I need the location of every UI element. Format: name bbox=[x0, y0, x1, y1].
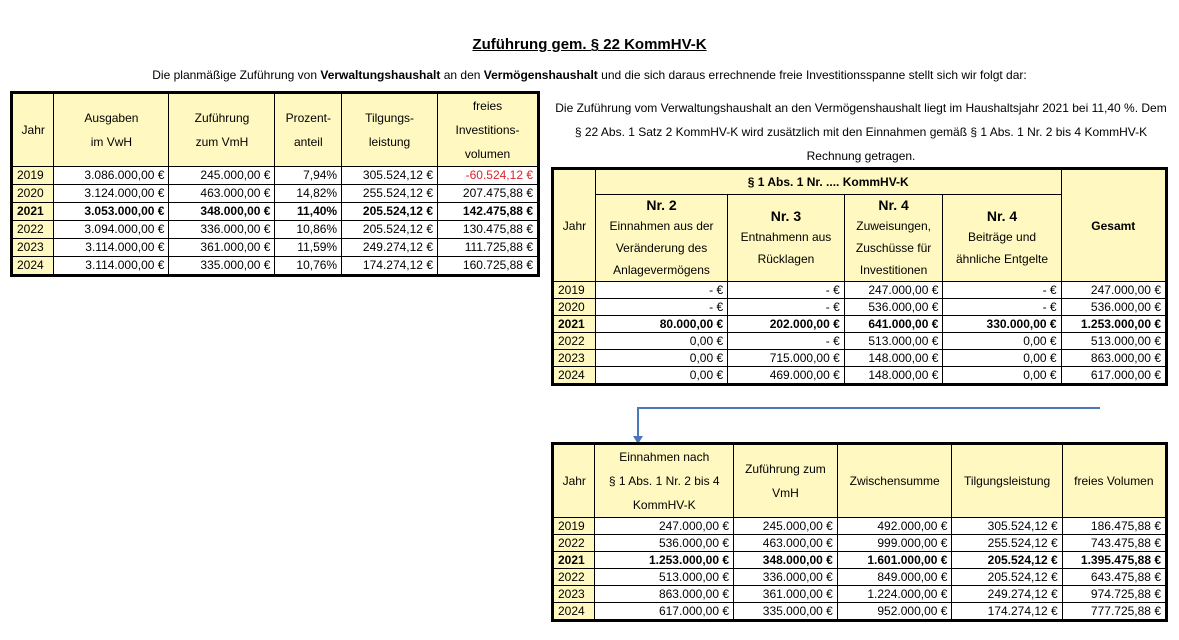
column-header: Jahr bbox=[12, 93, 54, 167]
table-row bbox=[12, 221, 539, 239]
year-cell: 2020 bbox=[553, 299, 596, 316]
value-cell: 11,59% bbox=[275, 239, 342, 257]
zufuehrung-table bbox=[10, 91, 540, 277]
value-cell: 0,00 € bbox=[943, 333, 1061, 350]
year-cell: 2020 bbox=[12, 185, 54, 203]
value-cell: 205.524,12 € bbox=[342, 203, 438, 221]
year-cell: 2023 bbox=[553, 350, 596, 367]
table-row bbox=[553, 333, 1167, 350]
table-row bbox=[553, 569, 1167, 586]
year-cell: 2024 bbox=[12, 257, 54, 276]
value-cell: 536.000,00 € bbox=[595, 535, 734, 552]
value-cell: 536.000,00 € bbox=[1061, 299, 1166, 316]
value-cell: - € bbox=[728, 282, 845, 299]
freies-volumen-table bbox=[551, 442, 1168, 622]
value-cell: 715.000,00 € bbox=[728, 350, 845, 367]
column-header: Zwischensumme bbox=[837, 444, 952, 518]
value-cell: 3.114.000,00 € bbox=[54, 257, 169, 276]
value-cell: 336.000,00 € bbox=[169, 221, 275, 239]
column-header: Zuführung zum VmH bbox=[169, 93, 275, 167]
value-cell: - € bbox=[728, 299, 845, 316]
value-cell: 513.000,00 € bbox=[595, 569, 734, 586]
value-cell: 513.000,00 € bbox=[844, 333, 943, 350]
table-row bbox=[12, 257, 539, 276]
value-cell: 1.253.000,00 € bbox=[1061, 316, 1166, 333]
value-cell: 777.725,88 € bbox=[1062, 603, 1166, 621]
table-row bbox=[553, 552, 1167, 569]
column-description: Entnahmenn aus Rücklagen bbox=[740, 230, 832, 266]
year-cell: 2019 bbox=[553, 282, 596, 299]
year-cell: 2019 bbox=[12, 167, 54, 185]
column-header: Jahr bbox=[553, 444, 595, 518]
column-description: Beiträge und ähnliche Entgelte bbox=[955, 230, 1049, 266]
value-cell: 247.000,00 € bbox=[595, 518, 734, 535]
value-cell: 1.253.000,00 € bbox=[595, 552, 734, 569]
value-cell: 617.000,00 € bbox=[595, 603, 734, 621]
year-cell: 2024 bbox=[553, 603, 595, 621]
table-row bbox=[12, 239, 539, 257]
value-cell: 174.274,12 € bbox=[342, 257, 438, 276]
table-row bbox=[12, 167, 539, 185]
value-cell: 142.475,88 € bbox=[438, 203, 539, 221]
column-number: Nr. 4 bbox=[986, 208, 1018, 224]
value-cell: 10,86% bbox=[275, 221, 342, 239]
year-cell: 2023 bbox=[12, 239, 54, 257]
value-cell: 335.000,00 € bbox=[734, 603, 838, 621]
year-cell: 2019 bbox=[553, 518, 595, 535]
value-cell: 348.000,00 € bbox=[169, 203, 275, 221]
column-header: Tilgungs- leistung bbox=[342, 93, 438, 167]
year-cell: 2023 bbox=[553, 586, 595, 603]
value-cell: 255.524,12 € bbox=[952, 535, 1062, 552]
column-number: Nr. 3 bbox=[770, 208, 802, 224]
value-cell: 205.524,12 € bbox=[952, 552, 1062, 569]
value-cell: 513.000,00 € bbox=[1061, 333, 1166, 350]
value-cell: 336.000,00 € bbox=[734, 569, 838, 586]
value-cell: 0,00 € bbox=[595, 367, 727, 385]
table-row bbox=[553, 518, 1167, 535]
value-cell: 952.000,00 € bbox=[837, 603, 952, 621]
value-cell: 643.475,88 € bbox=[1062, 569, 1166, 586]
value-cell: 14,82% bbox=[275, 185, 342, 203]
value-cell: 863.000,00 € bbox=[1061, 350, 1166, 367]
value-cell: 7,94% bbox=[275, 167, 342, 185]
value-cell: 348.000,00 € bbox=[734, 552, 838, 569]
column-header: freies Investitions- volumen bbox=[438, 93, 539, 167]
value-cell: 130.475,88 € bbox=[438, 221, 539, 239]
value-cell: 0,00 € bbox=[943, 367, 1061, 385]
value-cell: 743.475,88 € bbox=[1062, 535, 1166, 552]
value-cell: 202.000,00 € bbox=[728, 316, 845, 333]
value-cell: 3.086.000,00 € bbox=[54, 167, 169, 185]
year-cell: 2021 bbox=[553, 552, 595, 569]
column-description: Zuweisungen, Zuschüsse für Investitionen bbox=[855, 219, 932, 277]
table-group-header-row bbox=[553, 169, 1167, 195]
value-cell: 305.524,12 € bbox=[342, 167, 438, 185]
year-cell: 2021 bbox=[12, 203, 54, 221]
year-cell: 2022 bbox=[553, 333, 596, 350]
value-cell: - € bbox=[943, 299, 1061, 316]
column-header: freies Volumen bbox=[1062, 444, 1166, 518]
table-row bbox=[12, 185, 539, 203]
table-row bbox=[12, 203, 539, 221]
value-cell: 3.053.000,00 € bbox=[54, 203, 169, 221]
value-cell: 999.000,00 € bbox=[837, 535, 952, 552]
value-cell: 863.000,00 € bbox=[595, 586, 734, 603]
value-cell: 0,00 € bbox=[943, 350, 1061, 367]
intro-text: Die planmäßige Zuführung von Verwaltungshaushalt an den Vermögenshaushalt und die sich daraus errechnende freie Investitionsspanne stellt sich wir folgt dar: bbox=[152, 68, 1027, 82]
table-row bbox=[553, 603, 1167, 621]
value-cell: 617.000,00 € bbox=[1061, 367, 1166, 385]
column-header: Zuführung zum VmH bbox=[734, 444, 838, 518]
value-cell: 361.000,00 € bbox=[734, 586, 838, 603]
column-header: Ausgaben im VwH bbox=[54, 93, 169, 167]
column-header bbox=[728, 195, 845, 282]
year-header: Jahr bbox=[553, 169, 596, 282]
value-cell: 492.000,00 € bbox=[837, 518, 952, 535]
value-cell: 160.725,88 € bbox=[438, 257, 539, 276]
table-row bbox=[553, 282, 1167, 299]
value-cell: 148.000,00 € bbox=[844, 350, 943, 367]
value-cell: 205.524,12 € bbox=[952, 569, 1062, 586]
value-cell: 186.475,88 € bbox=[1062, 518, 1166, 535]
value-cell: 974.725,88 € bbox=[1062, 586, 1166, 603]
value-cell: 80.000,00 € bbox=[595, 316, 727, 333]
value-cell: 245.000,00 € bbox=[734, 518, 838, 535]
value-cell: 247.000,00 € bbox=[844, 282, 943, 299]
einnahmen-table bbox=[551, 167, 1168, 386]
year-cell: 2022 bbox=[553, 569, 595, 586]
value-cell: 330.000,00 € bbox=[943, 316, 1061, 333]
column-description: Einnahmen aus der Veränderung des Anlagevermögens bbox=[609, 219, 714, 277]
column-header: Prozent- anteil bbox=[275, 93, 342, 167]
page-title: Zuführung gem. § 22 KommHV-K bbox=[472, 36, 707, 53]
value-cell: 205.524,12 € bbox=[342, 221, 438, 239]
column-header: Tilgungsleistung bbox=[952, 444, 1062, 518]
value-cell: 3.094.000,00 € bbox=[54, 221, 169, 239]
value-cell: 255.524,12 € bbox=[342, 185, 438, 203]
total-header: Gesamt bbox=[1061, 169, 1166, 282]
value-cell: 1.601.000,00 € bbox=[837, 552, 952, 569]
value-cell: 0,00 € bbox=[595, 350, 727, 367]
value-cell: 641.000,00 € bbox=[844, 316, 943, 333]
value-cell: 11,40% bbox=[275, 203, 342, 221]
value-cell: 1.395.475,88 € bbox=[1062, 552, 1166, 569]
column-header bbox=[844, 195, 943, 282]
year-cell: 2024 bbox=[553, 367, 596, 385]
value-cell: 249.274,12 € bbox=[342, 239, 438, 257]
value-cell: - € bbox=[595, 282, 727, 299]
column-header bbox=[595, 195, 727, 282]
year-cell: 2022 bbox=[12, 221, 54, 239]
value-cell: 207.475,88 € bbox=[438, 185, 539, 203]
value-cell: 3.124.000,00 € bbox=[54, 185, 169, 203]
year-cell: 2021 bbox=[553, 316, 596, 333]
value-cell: 536.000,00 € bbox=[844, 299, 943, 316]
column-header bbox=[943, 195, 1061, 282]
note-paragraph: Die Zuführung vom Verwaltungshaushalt an den Vermögenshaushalt liegt im Haushaltsjahr 2021 bei 11,40 %. Dem § 22 Abs. 1 Satz 2 KommHV-K wird zusätzlich mit den Einnahmen gemäß § 1 Abs. 1 Nr. 2 bis 4 KommHV-K Rechnung getragen. bbox=[555, 101, 1167, 163]
value-cell: 249.274,12 € bbox=[952, 586, 1062, 603]
year-cell: 2022 bbox=[553, 535, 595, 552]
column-header: Einnahmen nach § 1 Abs. 1 Nr. 2 bis 4 KommHV-K bbox=[595, 444, 734, 518]
value-cell: 245.000,00 € bbox=[169, 167, 275, 185]
value-cell: 0,00 € bbox=[595, 333, 727, 350]
value-cell: 1.224.000,00 € bbox=[837, 586, 952, 603]
column-number: Nr. 4 bbox=[878, 197, 909, 213]
value-cell: -60.524,12 € bbox=[438, 167, 539, 185]
value-cell: 10,76% bbox=[275, 257, 342, 276]
table-row bbox=[553, 586, 1167, 603]
value-cell: 463.000,00 € bbox=[734, 535, 838, 552]
value-cell: 469.000,00 € bbox=[728, 367, 845, 385]
value-cell: 335.000,00 € bbox=[169, 257, 275, 276]
table-row bbox=[553, 350, 1167, 367]
value-cell: 463.000,00 € bbox=[169, 185, 275, 203]
table-header-row bbox=[553, 444, 1167, 518]
value-cell: 174.274,12 € bbox=[952, 603, 1062, 621]
value-cell: - € bbox=[728, 333, 845, 350]
value-cell: 247.000,00 € bbox=[1061, 282, 1166, 299]
table-row bbox=[553, 367, 1167, 385]
value-cell: - € bbox=[943, 282, 1061, 299]
value-cell: 361.000,00 € bbox=[169, 239, 275, 257]
value-cell: 305.524,12 € bbox=[952, 518, 1062, 535]
table-row bbox=[553, 535, 1167, 552]
value-cell: - € bbox=[595, 299, 727, 316]
column-number: Nr. 2 bbox=[646, 197, 677, 213]
value-cell: 148.000,00 € bbox=[844, 367, 943, 385]
table-header-row bbox=[12, 93, 539, 167]
table-row bbox=[553, 316, 1167, 333]
table-row bbox=[553, 299, 1167, 316]
value-cell: 3.114.000,00 € bbox=[54, 239, 169, 257]
group-header: § 1 Abs. 1 Nr. .... KommHV-K bbox=[595, 169, 1061, 195]
value-cell: 111.725,88 € bbox=[438, 239, 539, 257]
value-cell: 849.000,00 € bbox=[837, 569, 952, 586]
